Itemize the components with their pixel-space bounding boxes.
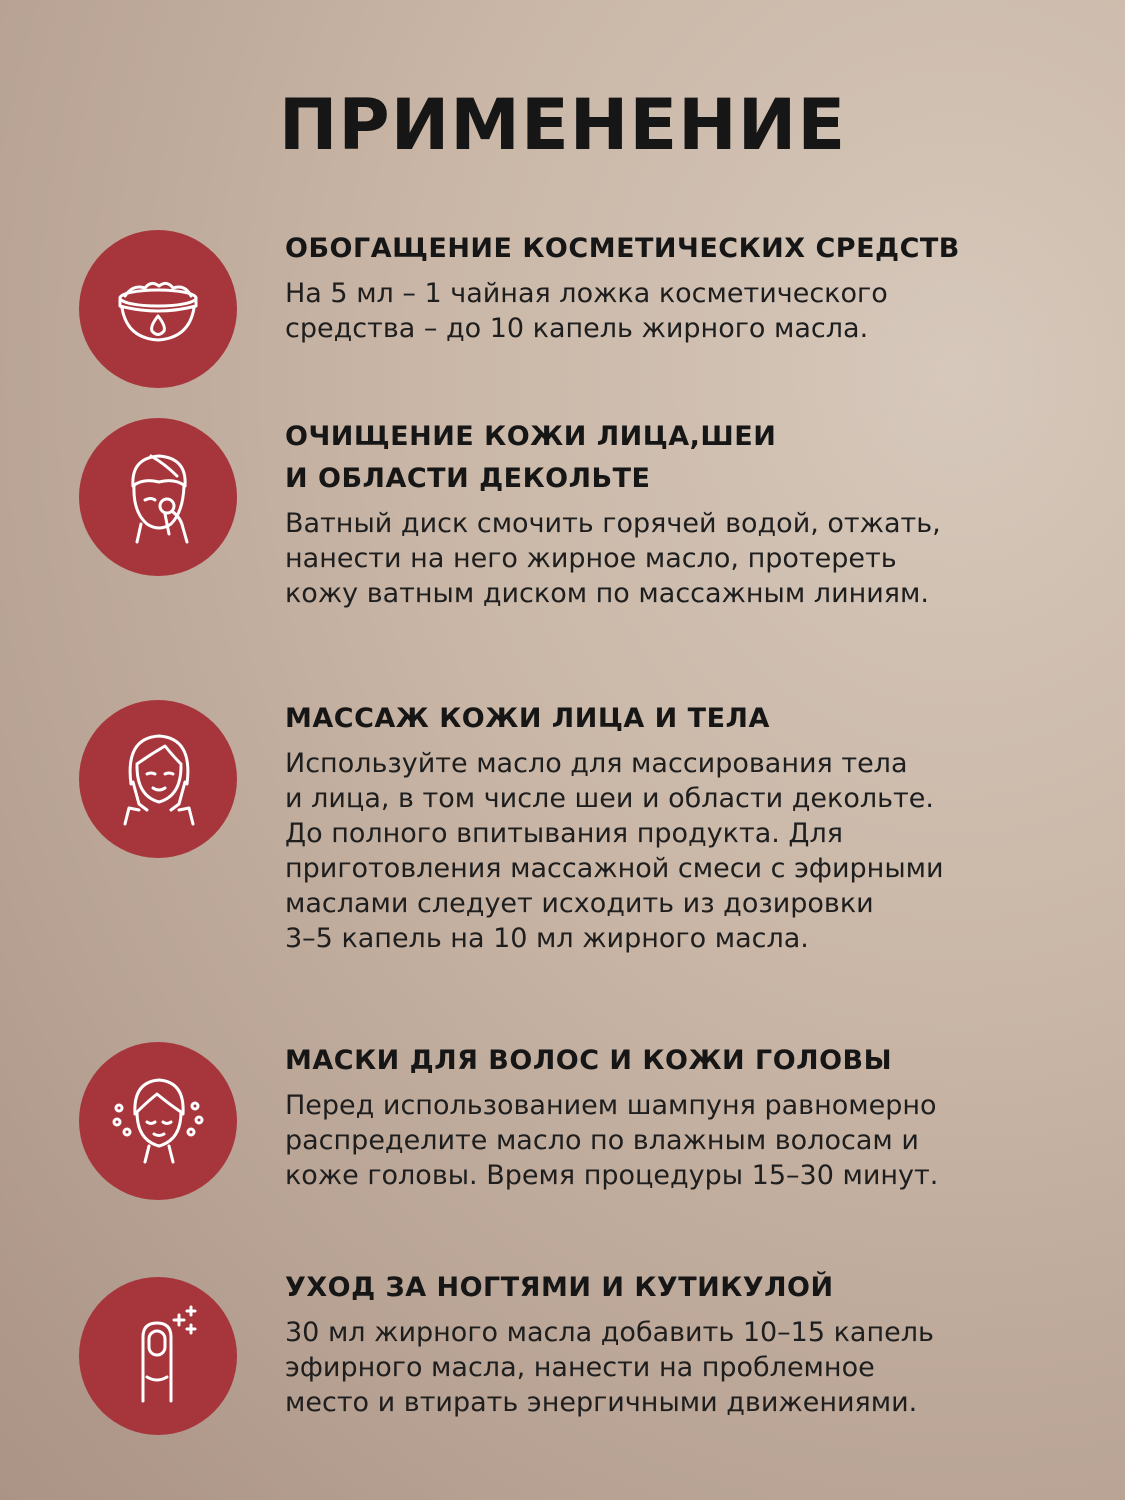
section-heading: ОБОГАЩЕНИЕ КОСМЕТИЧЕСКИХ СРЕДСТВ [285,233,960,264]
section-heading: МАСКИ ДЛЯ ВОЛОС И КОЖИ ГОЛОВЫ [285,1045,893,1076]
section-hair [285,1040,1085,1193]
section-text: Используйте масло для массирования тела и лица, в том числе шеи и области декольте. До полного впитывания продукта. Для приготовления массажной смеси с эфирными маслами следует исходить из дозировки 3–5 капель на 10 мл жирного масла. [285,748,944,954]
hair-mask-icon [79,1042,237,1200]
nail-care-icon [79,1277,237,1435]
section-text: На 5 мл – 1 чайная ложка косметического средства – до 10 капель жирного масла. [285,278,888,344]
page-title: ПРИМЕНЕНИЕ [278,84,847,166]
section-text: 30 мл жирного масла добавить 10–15 капель эфирного масла, нанести на проблемное место и втирать энергичными движениями. [285,1317,934,1418]
section-enrichment [285,228,1085,346]
cream-jar-icon [79,230,237,388]
face-massage-icon [79,700,237,858]
section-cleansing [285,416,1085,611]
face-cleansing-icon [79,418,237,576]
section-heading: УХОД ЗА НОГТЯМИ И КУТИКУЛОЙ [285,1272,834,1303]
section-text: Перед использованием шампуня равномерно распределите масло по влажным волосам и коже головы. Время процедуры 15–30 минут. [285,1090,939,1191]
section-text: Ватный диск смочить горячей водой, отжать, нанести на него жирное масло, протереть кожу ватным диском по массажным линиям. [285,508,941,609]
section-massage [285,698,1085,956]
section-heading: МАССАЖ КОЖИ ЛИЦА И ТЕЛА [285,703,770,734]
section-heading: ОЧИЩЕНИЕ КОЖИ ЛИЦА,ШЕИ И ОБЛАСТИ ДЕКОЛЬТЕ [285,421,777,494]
section-nails [285,1267,1085,1420]
